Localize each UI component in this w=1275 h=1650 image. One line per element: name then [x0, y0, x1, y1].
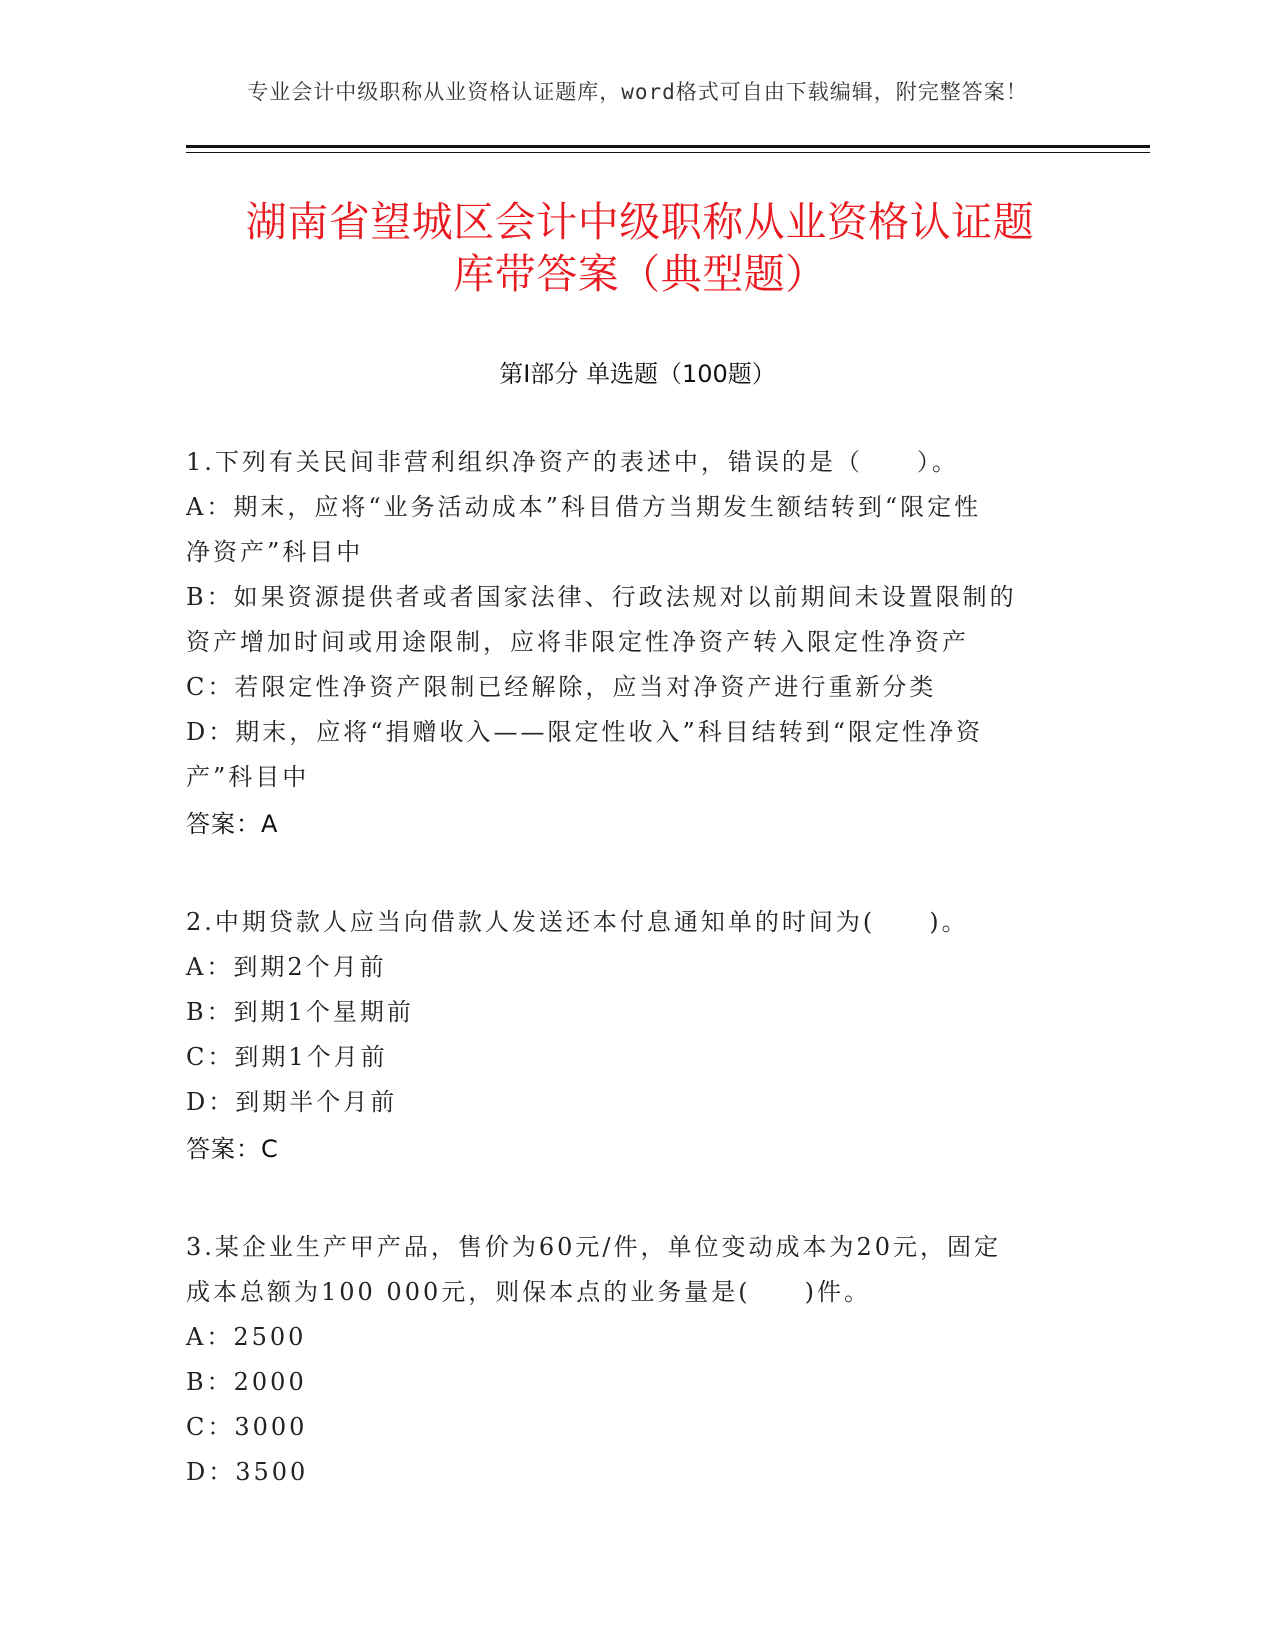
question-2-stem: 2.中期贷款人应当向借款人发送还本付息通知单的时间为( )。 — [186, 908, 969, 936]
header-rule-thick — [186, 145, 1150, 148]
header-rule-thin — [186, 152, 1150, 153]
question-3 — [186, 1225, 1076, 1495]
question-3-option-c: C：3000 — [186, 1413, 308, 1441]
question-2 — [186, 900, 1076, 1173]
question-1-option-b-cont: 资产增加时间或用途限制，应将非限定性净资产转入限定性净资产 — [186, 628, 969, 656]
question-1 — [186, 440, 1076, 848]
question-1-stem: 1.下列有关民间非营利组织净资产的表述中，错误的是（ ）。 — [186, 448, 959, 476]
question-1-option-a: A：期末，应将“业务活动成本”科目借方当期发生额结转到“限定性 — [186, 493, 982, 521]
question-3-stem: 3.某企业生产甲产品，售价为60元/件，单位变动成本为20元，固定 — [186, 1233, 1002, 1261]
question-1-option-b: B：如果资源提供者或者国家法律、行政法规对以前期间未设置限制的 — [186, 583, 1017, 611]
question-list — [186, 440, 1076, 1547]
question-2-option-c: C：到期1个月前 — [186, 1043, 388, 1071]
question-3-option-a: A：2500 — [186, 1323, 307, 1351]
question-3-stem-cont: 成本总额为100 000元，则保本点的业务量是( )件。 — [186, 1278, 871, 1306]
question-2-answer: 答案：C — [186, 1135, 279, 1163]
document-title — [160, 196, 1120, 300]
question-1-option-c: C：若限定性净资产限制已经解除，应当对净资产进行重新分类 — [186, 673, 937, 701]
question-2-option-a: A：到期2个月前 — [186, 953, 387, 981]
question-1-answer: 答案：A — [186, 810, 279, 838]
question-2-option-d: D：到期半个月前 — [186, 1088, 398, 1116]
question-3-option-b: B：2000 — [186, 1368, 307, 1396]
question-1-option-d-cont: 产”科目中 — [186, 763, 310, 791]
header-note: 专业会计中级职称从业资格认证题库，word格式可自由下载编辑，附完整答案！ — [247, 80, 1028, 104]
question-1-option-d: D：期末，应将“捐赠收入——限定性收入”科目结转到“限定性净资 — [186, 718, 984, 746]
question-3-option-d: D：3500 — [186, 1458, 309, 1486]
document-title-line1: 湖南省望城区会计中级职称从业资格认证题 — [245, 198, 1035, 246]
document-title-line2: 库带答案（典型题） — [453, 250, 827, 298]
section-title: 第Ⅰ部分 单选题（100题） — [499, 360, 776, 388]
question-2-option-b: B：到期1个星期前 — [186, 998, 414, 1026]
question-1-option-a-cont: 净资产”科目中 — [186, 538, 364, 566]
